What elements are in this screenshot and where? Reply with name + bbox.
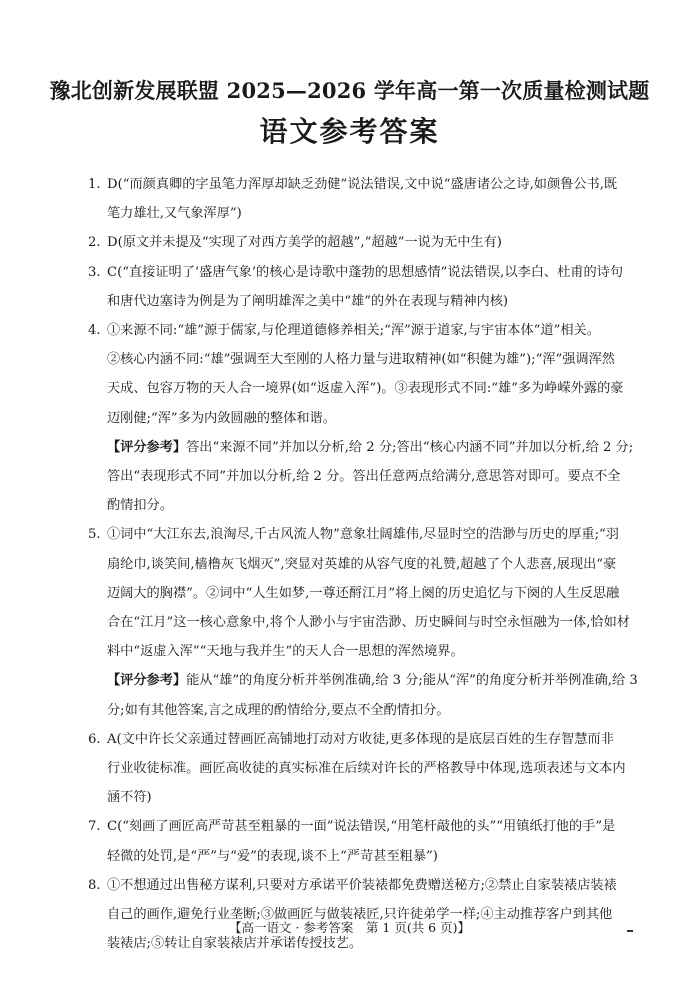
scoring-note-line: 答出“表现形式不同”并加以分析,给 2 分。答出任意两点给满分,意思答对即可。要点不全 xyxy=(107,469,621,485)
answer-line: ①不想通过出售秘方谋利,只要对方承诺平价装裱都免费赠送秘方;②禁止自家装裱店装裱 xyxy=(107,877,617,893)
page-footer: 【高一语文 · 参考答案 第 1 页(共 6 页)】 xyxy=(229,920,470,935)
corner-mark xyxy=(627,930,633,932)
answer-line: 迈阔大的胸襟”。②词中“人生如梦,一尊还酹江月”将上阕的历史追忆与下阕的人生反思融 xyxy=(107,585,620,601)
answer-number: 4. xyxy=(88,323,101,339)
answer-item-2 xyxy=(88,228,694,257)
page-subtitle: 语文参考答案 xyxy=(259,115,440,148)
answer-line: 迈刚健;“浑”多为内敛圆融的整体和谐。 xyxy=(107,410,336,426)
page-title: 豫北创新发展联盟 2025—2026 学年高一第一次质量检测试题 xyxy=(49,78,650,103)
scoring-note-line: 分;如有其他答案,言之成理的酌情给分,要点不全酌情扣分。 xyxy=(107,702,450,718)
answer-line: 涵不符) xyxy=(107,790,152,806)
scoring-note-text: 能从“雄”的角度分析并举例准确,给 3 分;能从“浑”的角度分析并举例准确,给 3 xyxy=(186,673,638,689)
answer-line: 轻微的处罚,是“严”与“爱”的表现,谈不上“严苛甚至粗暴”) xyxy=(107,848,438,864)
scoring-note-tag: 【评分参考】 xyxy=(107,439,187,455)
answer-item-5 xyxy=(88,520,694,666)
answer-line: A(文中许长父亲通过替画匠高铺地打动对方收徒,更多体现的是底层百姓的生存智慧而非 xyxy=(107,731,614,747)
answer-item-8 xyxy=(88,871,694,959)
answer-line: ②核心内涵不同:“雄”强调至大至刚的人格力量与进取精神(如“积健为雄”);“浑”强调浑然 xyxy=(107,352,615,368)
answer-line: D(原文并未提及“实现了对西方美学的超越”,“超越”一说为无中生有) xyxy=(107,235,502,251)
answer-number: 6. xyxy=(88,731,101,747)
answer-line: C(“直接证明了‘盛唐气象’的核心是诗歌中蓬勃的思想感情”说法错误,以李白、杜甫的诗句 xyxy=(107,264,624,280)
scoring-note-5 xyxy=(88,666,694,724)
answer-number: 1. xyxy=(88,177,101,192)
answer-item-7 xyxy=(88,812,694,870)
answer-item-1 xyxy=(88,170,694,228)
answer-number: 3. xyxy=(88,264,101,280)
scoring-note-line: 酌情扣分。 xyxy=(107,498,173,514)
answer-line: 料中“返虚入浑”“天地与我并生”的天人合一思想的浑然境界。 xyxy=(107,644,464,660)
scoring-note-4 xyxy=(88,433,694,521)
answer-number: 7. xyxy=(88,819,101,835)
answer-line: 行业收徒标准。画匠高收徒的真实标准在后续对许长的严格教导中体现,选项表述与文本内 xyxy=(107,761,626,777)
answer-item-3 xyxy=(88,258,694,316)
scoring-note-tag: 【评分参考】 xyxy=(107,673,187,689)
answer-line: 扇纶巾,谈笑间,樯橹灰飞烟灭”,突显对英雄的从容气度的礼赞,超越了个人悲喜,展现出“豪 xyxy=(107,556,617,572)
scoring-note-text: 答出“来源不同”并加以分析,给 2 分;答出“核心内涵不同”并加以分析,给 2 分; xyxy=(186,439,634,455)
answer-line: D(“而颜真卿的字虽笔力浑厚却缺乏劲健”说法错误,文中说“盛唐诸公之诗,如颜鲁公书,既 xyxy=(107,177,618,192)
answer-line: 合在“江月”这一核心意象中,将个人渺小与宇宙浩渺、历史瞬间与时空永恒融为一体,恰如材 xyxy=(107,615,630,631)
answer-line: 天成、包容万物的天人合一境界(如“返虚入浑”)。③表现形式不同:“雄”多为峥嵘外露的豪 xyxy=(107,381,624,397)
answer-item-6 xyxy=(88,725,694,813)
scoring-note-line xyxy=(88,433,694,462)
answer-line: 和唐代边塞诗为例是为了阐明雄浑之美中“雄”的外在表现与精神内核) xyxy=(107,293,509,309)
answer-number: 2. xyxy=(88,235,101,251)
scoring-note-line xyxy=(88,666,694,695)
answer-line: ①词中“大江东去,浪淘尽,千古风流人物”意象壮阔雄伟,尽显时空的浩渺与历史的厚重;“羽 xyxy=(107,527,619,543)
answer-number: 8. xyxy=(88,877,101,893)
answer-line: 装裱店;⑤转让自家装裱店并承诺传授技艺。 xyxy=(107,936,363,952)
answer-line: C(“刻画了画匠高严苛甚至粗暴的一面”说法错误,“用笔杆敲他的头”“用镇纸打他的手”是 xyxy=(107,819,616,835)
answer-line: 笔力雄壮,又气象浑厚”) xyxy=(107,206,242,222)
answer-number: 5. xyxy=(88,527,101,543)
answer-item-4 xyxy=(88,316,694,433)
answer-line: ①来源不同:“雄”源于儒家,与伦理道德修养相关;“浑”源于道家,与宇宙本体“道”相关。 xyxy=(107,323,600,339)
answer-list xyxy=(88,170,694,958)
answer-line: 自己的画作,避免行业垄断;③做画匠与做装裱匠,只许徒弟学一样;④主动推荐客户到其他 xyxy=(107,907,613,923)
